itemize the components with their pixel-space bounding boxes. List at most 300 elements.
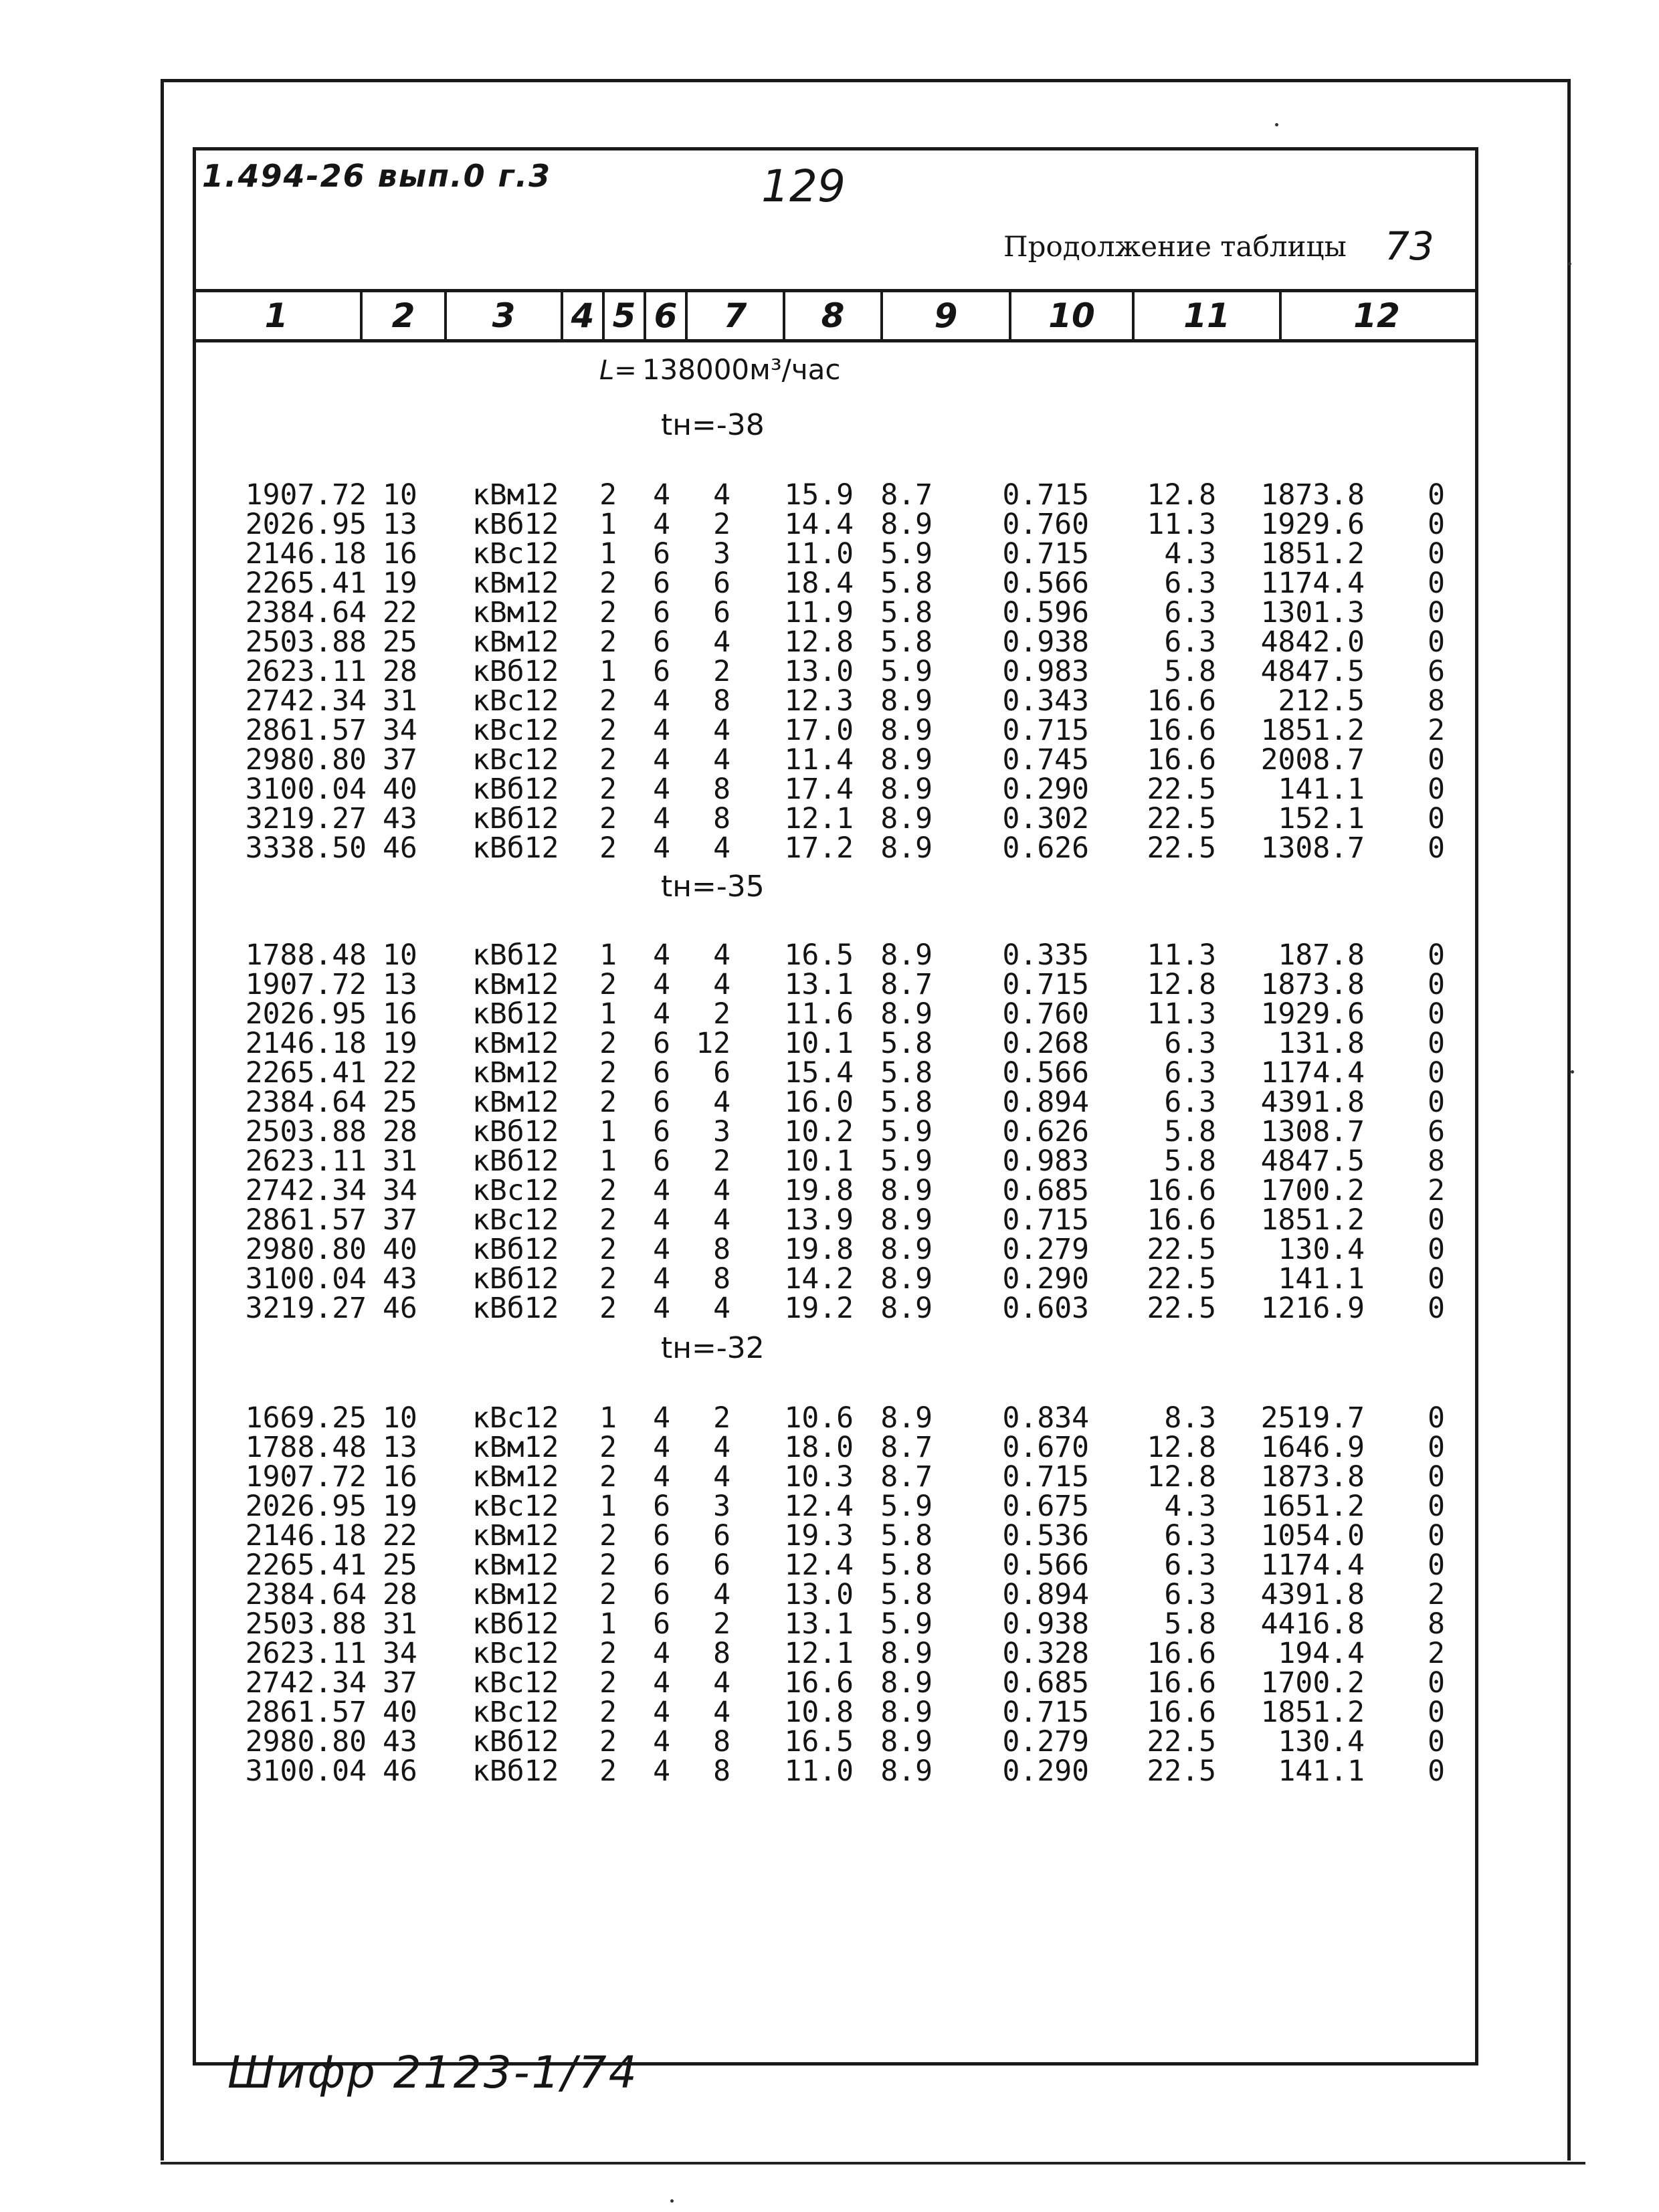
table-row xyxy=(0,1205,1659,1235)
doc-code: 1.494-26 вып.0 г.3 xyxy=(202,158,552,194)
col-length: 40 xyxy=(383,1233,417,1266)
col-n-units: 4 xyxy=(653,1174,670,1207)
col-n-passes: 4 xyxy=(713,1696,730,1729)
col-velocity: 1669.25 xyxy=(245,1401,367,1435)
col-n-units: 6 xyxy=(653,655,670,688)
col-ratio: 0.983 xyxy=(1002,655,1089,688)
table-row xyxy=(0,833,1659,863)
col-value-7: 13.1 xyxy=(784,968,854,1001)
col-value-10: 16.6 xyxy=(1147,1666,1216,1700)
col-velocity: 2265.41 xyxy=(245,1548,367,1582)
col-value-7: 12.4 xyxy=(784,1490,854,1523)
col-heater-type: кВб12 xyxy=(472,938,559,972)
col-n-units: 6 xyxy=(653,596,670,629)
table-row xyxy=(0,775,1659,804)
flow-symbol: L= xyxy=(599,355,637,386)
col-value-12: 0 xyxy=(1428,1431,1445,1464)
col-n-rows: 2 xyxy=(599,1460,617,1494)
col-value-10: 16.6 xyxy=(1147,743,1216,777)
table-row xyxy=(0,716,1659,745)
col-n-rows: 2 xyxy=(599,596,617,629)
col-velocity: 2980.80 xyxy=(245,743,367,777)
col-value-12: 0 xyxy=(1428,773,1445,806)
col-heater-type: кВб12 xyxy=(472,1607,559,1641)
col-length: 25 xyxy=(383,625,417,659)
col-velocity: 1907.72 xyxy=(245,478,367,512)
col-value-11: 194.4 xyxy=(1278,1637,1365,1670)
table-row xyxy=(0,1029,1659,1058)
section-title: tн=-32 xyxy=(661,1331,765,1365)
col-value-12: 0 xyxy=(1428,743,1445,777)
col-length: 40 xyxy=(383,773,417,806)
col-value-10: 22.5 xyxy=(1147,1262,1216,1296)
col-value-7: 18.0 xyxy=(784,1431,854,1464)
col-value-11: 1700.2 xyxy=(1260,1174,1365,1207)
col-velocity: 3338.50 xyxy=(245,831,367,865)
column-number: 6 xyxy=(644,292,685,339)
col-value-7: 16.5 xyxy=(784,938,854,972)
col-length: 16 xyxy=(383,997,417,1031)
col-ratio: 0.685 xyxy=(1002,1174,1089,1207)
flow-value: 138000м³/час xyxy=(642,353,841,386)
table-row xyxy=(0,627,1659,657)
col-value-7: 12.1 xyxy=(784,1637,854,1670)
col-value-10: 4.3 xyxy=(1164,537,1216,571)
table-row xyxy=(0,1580,1659,1609)
col-value-10: 22.5 xyxy=(1147,1233,1216,1266)
col-n-rows: 2 xyxy=(599,478,617,512)
col-value-7: 19.3 xyxy=(784,1519,854,1552)
col-value-12: 0 xyxy=(1428,1086,1445,1119)
table-row xyxy=(0,686,1659,716)
col-value-11: 1651.2 xyxy=(1260,1490,1365,1523)
col-value-10: 22.5 xyxy=(1147,1754,1216,1788)
col-n-units: 6 xyxy=(653,1607,670,1641)
col-ratio: 0.290 xyxy=(1002,1262,1089,1296)
col-velocity: 2980.80 xyxy=(245,1233,367,1266)
col-ratio: 0.566 xyxy=(1002,1548,1089,1582)
col-value-10: 11.3 xyxy=(1147,508,1216,541)
col-value-12: 2 xyxy=(1428,1637,1445,1670)
col-value-7: 15.4 xyxy=(784,1056,854,1090)
col-heater-type: кВб12 xyxy=(472,1262,559,1296)
col-ratio: 0.715 xyxy=(1002,478,1089,512)
col-value-8: 5.8 xyxy=(880,1578,933,1611)
col-value-8: 8.9 xyxy=(880,1637,933,1670)
col-ratio: 0.268 xyxy=(1002,1027,1089,1060)
col-value-10: 8.3 xyxy=(1164,1401,1216,1435)
col-n-units: 6 xyxy=(653,1086,670,1119)
col-value-8: 5.8 xyxy=(880,1027,933,1060)
col-value-12: 6 xyxy=(1428,1115,1445,1148)
col-n-units: 6 xyxy=(653,1548,670,1582)
col-length: 43 xyxy=(383,802,417,835)
col-ratio: 0.335 xyxy=(1002,938,1089,972)
col-heater-type: кВм12 xyxy=(472,1431,559,1464)
col-length: 13 xyxy=(383,1431,417,1464)
col-value-12: 0 xyxy=(1428,1401,1445,1435)
col-value-12: 0 xyxy=(1428,1696,1445,1729)
col-value-8: 5.8 xyxy=(880,1548,933,1582)
col-value-7: 17.2 xyxy=(784,831,854,865)
col-n-rows: 1 xyxy=(599,1144,617,1178)
table-row xyxy=(0,1698,1659,1727)
col-n-units: 4 xyxy=(653,1637,670,1670)
col-length: 46 xyxy=(383,1754,417,1788)
col-n-passes: 2 xyxy=(713,1401,730,1435)
col-ratio: 0.302 xyxy=(1002,802,1089,835)
col-value-10: 5.8 xyxy=(1164,1607,1216,1641)
col-value-7: 11.4 xyxy=(784,743,854,777)
col-n-rows: 2 xyxy=(599,1431,617,1464)
col-n-units: 6 xyxy=(653,1578,670,1611)
col-value-8: 8.9 xyxy=(880,997,933,1031)
table-row xyxy=(0,1433,1659,1462)
table-row xyxy=(0,1294,1659,1323)
col-value-11: 1054.0 xyxy=(1260,1519,1365,1552)
col-heater-type: кВс12 xyxy=(472,1401,559,1435)
col-n-passes: 12 xyxy=(696,1027,730,1060)
col-ratio: 0.328 xyxy=(1002,1637,1089,1670)
col-n-rows: 2 xyxy=(599,1262,617,1296)
col-value-10: 6.3 xyxy=(1164,625,1216,659)
col-value-12: 0 xyxy=(1428,567,1445,600)
col-velocity: 3100.04 xyxy=(245,1754,367,1788)
col-heater-type: кВм12 xyxy=(472,1027,559,1060)
col-heater-type: кВм12 xyxy=(472,1578,559,1611)
col-n-rows: 2 xyxy=(599,684,617,718)
col-heater-type: кВм12 xyxy=(472,968,559,1001)
col-value-8: 8.9 xyxy=(880,714,933,747)
col-velocity: 2146.18 xyxy=(245,1519,367,1552)
col-n-units: 4 xyxy=(653,1431,670,1464)
column-number-header xyxy=(193,289,1478,342)
col-ratio: 0.983 xyxy=(1002,1144,1089,1178)
col-value-11: 1646.9 xyxy=(1260,1431,1365,1464)
col-value-11: 1174.4 xyxy=(1260,1056,1365,1090)
col-length: 37 xyxy=(383,1203,417,1237)
col-n-passes: 8 xyxy=(713,1233,730,1266)
col-ratio: 0.745 xyxy=(1002,743,1089,777)
table-row xyxy=(0,1550,1659,1580)
col-n-rows: 1 xyxy=(599,938,617,972)
table-row xyxy=(0,1146,1659,1176)
col-n-passes: 4 xyxy=(713,625,730,659)
col-n-rows: 2 xyxy=(599,1754,617,1788)
col-heater-type: кВб12 xyxy=(472,831,559,865)
section-title: tн=-35 xyxy=(661,870,765,904)
col-length: 19 xyxy=(383,1490,417,1523)
col-velocity: 2861.57 xyxy=(245,1203,367,1237)
col-value-8: 8.9 xyxy=(880,773,933,806)
col-n-rows: 1 xyxy=(599,997,617,1031)
col-heater-type: кВс12 xyxy=(472,1203,559,1237)
col-n-units: 4 xyxy=(653,508,670,541)
col-heater-type: кВб12 xyxy=(472,508,559,541)
col-velocity: 2503.88 xyxy=(245,625,367,659)
col-value-8: 8.9 xyxy=(880,1754,933,1788)
table-row xyxy=(0,1756,1659,1786)
col-velocity: 2146.18 xyxy=(245,537,367,571)
col-n-passes: 4 xyxy=(713,938,730,972)
bottom-rule xyxy=(161,2162,1585,2165)
col-value-8: 8.7 xyxy=(880,1460,933,1494)
col-ratio: 0.596 xyxy=(1002,596,1089,629)
col-value-11: 1308.7 xyxy=(1260,1115,1365,1148)
col-value-7: 10.2 xyxy=(784,1115,854,1148)
col-value-10: 11.3 xyxy=(1147,997,1216,1031)
col-n-rows: 2 xyxy=(599,1086,617,1119)
col-ratio: 0.760 xyxy=(1002,508,1089,541)
column-number: 1 xyxy=(264,296,288,335)
col-length: 16 xyxy=(383,1460,417,1494)
col-length: 19 xyxy=(383,1027,417,1060)
col-value-10: 6.3 xyxy=(1164,1027,1216,1060)
col-length: 22 xyxy=(383,1519,417,1552)
col-heater-type: кВм12 xyxy=(472,596,559,629)
col-value-7: 13.0 xyxy=(784,655,854,688)
col-n-passes: 4 xyxy=(713,1292,730,1325)
col-n-units: 6 xyxy=(653,625,670,659)
col-value-8: 8.9 xyxy=(880,1696,933,1729)
col-heater-type: кВм12 xyxy=(472,625,559,659)
col-n-rows: 2 xyxy=(599,567,617,600)
col-value-11: 4391.8 xyxy=(1260,1086,1365,1119)
col-velocity: 2026.95 xyxy=(245,1490,367,1523)
table-row xyxy=(0,1264,1659,1294)
col-value-7: 16.6 xyxy=(784,1666,854,1700)
col-value-7: 12.4 xyxy=(784,1548,854,1582)
col-velocity: 2861.57 xyxy=(245,714,367,747)
col-heater-type: кВб12 xyxy=(472,1115,559,1148)
col-value-12: 0 xyxy=(1428,508,1445,541)
col-n-passes: 3 xyxy=(713,537,730,571)
col-ratio: 0.760 xyxy=(1002,997,1089,1031)
col-n-units: 6 xyxy=(653,1519,670,1552)
col-value-12: 0 xyxy=(1428,1519,1445,1552)
col-n-rows: 1 xyxy=(599,1607,617,1641)
col-value-10: 6.3 xyxy=(1164,1519,1216,1552)
col-ratio: 0.626 xyxy=(1002,831,1089,865)
col-ratio: 0.894 xyxy=(1002,1086,1089,1119)
col-heater-type: кВб12 xyxy=(472,1754,559,1788)
col-n-passes: 4 xyxy=(713,1460,730,1494)
col-value-10: 5.8 xyxy=(1164,1115,1216,1148)
col-value-11: 1174.4 xyxy=(1260,567,1365,600)
col-value-8: 8.9 xyxy=(880,831,933,865)
col-value-7: 16.0 xyxy=(784,1086,854,1119)
col-n-units: 4 xyxy=(653,1666,670,1700)
table-row xyxy=(0,1727,1659,1756)
col-value-12: 0 xyxy=(1428,831,1445,865)
col-value-12: 0 xyxy=(1428,1754,1445,1788)
table-row xyxy=(0,1462,1659,1492)
col-value-11: 1929.6 xyxy=(1260,508,1365,541)
col-value-12: 0 xyxy=(1428,537,1445,571)
col-heater-type: кВм12 xyxy=(472,1548,559,1582)
col-value-10: 12.8 xyxy=(1147,478,1216,512)
col-heater-type: кВб12 xyxy=(472,1144,559,1178)
col-velocity: 2742.34 xyxy=(245,1174,367,1207)
col-n-passes: 6 xyxy=(713,567,730,600)
col-n-rows: 2 xyxy=(599,1578,617,1611)
col-value-7: 19.8 xyxy=(784,1233,854,1266)
col-n-passes: 8 xyxy=(713,1725,730,1758)
col-velocity: 2623.11 xyxy=(245,1637,367,1670)
col-heater-type: кВб12 xyxy=(472,1292,559,1325)
col-value-8: 8.9 xyxy=(880,938,933,972)
col-value-11: 187.8 xyxy=(1278,938,1365,972)
col-n-rows: 1 xyxy=(599,655,617,688)
col-velocity: 1788.48 xyxy=(245,938,367,972)
col-value-12: 6 xyxy=(1428,655,1445,688)
col-value-12: 2 xyxy=(1428,714,1445,747)
col-value-10: 16.6 xyxy=(1147,684,1216,718)
col-heater-type: кВб12 xyxy=(472,1725,559,1758)
table-row xyxy=(0,999,1659,1029)
continuation-label: Продолжение таблицы xyxy=(1003,230,1347,263)
col-value-10: 11.3 xyxy=(1147,938,1216,972)
col-value-10: 6.3 xyxy=(1164,1578,1216,1611)
col-length: 10 xyxy=(383,938,417,972)
col-value-10: 22.5 xyxy=(1147,1292,1216,1325)
col-value-12: 0 xyxy=(1428,1233,1445,1266)
col-ratio: 0.670 xyxy=(1002,1431,1089,1464)
col-n-units: 6 xyxy=(653,1056,670,1090)
col-velocity: 2742.34 xyxy=(245,1666,367,1700)
col-n-passes: 4 xyxy=(713,831,730,865)
table-row xyxy=(0,1639,1659,1668)
col-n-rows: 2 xyxy=(599,1725,617,1758)
col-value-10: 16.6 xyxy=(1147,1696,1216,1729)
col-n-rows: 2 xyxy=(599,1292,617,1325)
col-ratio: 0.938 xyxy=(1002,1607,1089,1641)
col-n-passes: 2 xyxy=(713,508,730,541)
air-flow-label xyxy=(599,353,840,386)
col-value-7: 17.0 xyxy=(784,714,854,747)
col-n-units: 4 xyxy=(653,802,670,835)
col-value-7: 10.8 xyxy=(784,1696,854,1729)
column-number: 10 xyxy=(1009,292,1132,339)
col-heater-type: кВс12 xyxy=(472,743,559,777)
col-value-10: 16.6 xyxy=(1147,714,1216,747)
col-value-11: 1216.9 xyxy=(1260,1292,1365,1325)
col-value-12: 0 xyxy=(1428,1548,1445,1582)
col-velocity: 2026.95 xyxy=(245,997,367,1031)
table-row xyxy=(0,569,1659,598)
col-velocity: 2146.18 xyxy=(245,1027,367,1060)
col-value-8: 8.9 xyxy=(880,1262,933,1296)
col-value-7: 14.2 xyxy=(784,1262,854,1296)
table-row xyxy=(0,1492,1659,1521)
col-value-11: 141.1 xyxy=(1278,773,1365,806)
col-ratio: 0.685 xyxy=(1002,1666,1089,1700)
col-length: 10 xyxy=(383,1401,417,1435)
col-n-passes: 2 xyxy=(713,1607,730,1641)
col-length: 13 xyxy=(383,968,417,1001)
col-value-11: 4842.0 xyxy=(1260,625,1365,659)
col-value-8: 5.9 xyxy=(880,1490,933,1523)
col-n-passes: 4 xyxy=(713,1431,730,1464)
col-n-passes: 4 xyxy=(713,1666,730,1700)
col-heater-type: кВб12 xyxy=(472,997,559,1031)
col-n-units: 6 xyxy=(653,567,670,600)
col-n-passes: 8 xyxy=(713,773,730,806)
col-heater-type: кВм12 xyxy=(472,1519,559,1552)
col-value-7: 13.0 xyxy=(784,1578,854,1611)
col-heater-type: кВм12 xyxy=(472,567,559,600)
col-n-rows: 2 xyxy=(599,968,617,1001)
col-value-12: 0 xyxy=(1428,625,1445,659)
col-value-7: 19.8 xyxy=(784,1174,854,1207)
col-value-11: 130.4 xyxy=(1278,1725,1365,1758)
col-ratio: 0.343 xyxy=(1002,684,1089,718)
col-value-12: 0 xyxy=(1428,802,1445,835)
col-ratio: 0.290 xyxy=(1002,1754,1089,1788)
col-ratio: 0.279 xyxy=(1002,1725,1089,1758)
col-value-11: 1851.2 xyxy=(1260,714,1365,747)
col-n-rows: 2 xyxy=(599,1519,617,1552)
col-n-passes: 2 xyxy=(713,997,730,1031)
col-length: 22 xyxy=(383,596,417,629)
col-heater-type: кВм12 xyxy=(472,1056,559,1090)
col-value-7: 12.8 xyxy=(784,625,854,659)
col-value-10: 4.3 xyxy=(1164,1490,1216,1523)
col-length: 28 xyxy=(383,1578,417,1611)
col-heater-type: кВс12 xyxy=(472,537,559,571)
col-value-8: 5.8 xyxy=(880,1056,933,1090)
col-n-rows: 1 xyxy=(599,537,617,571)
col-value-7: 15.9 xyxy=(784,478,854,512)
col-n-units: 4 xyxy=(653,714,670,747)
col-value-11: 4416.8 xyxy=(1260,1607,1365,1641)
col-value-12: 8 xyxy=(1428,1144,1445,1178)
col-n-units: 6 xyxy=(653,1144,670,1178)
col-length: 34 xyxy=(383,1637,417,1670)
col-value-8: 8.9 xyxy=(880,508,933,541)
col-value-8: 5.9 xyxy=(880,1115,933,1148)
col-value-8: 8.7 xyxy=(880,1431,933,1464)
col-value-10: 16.6 xyxy=(1147,1203,1216,1237)
col-value-10: 16.6 xyxy=(1147,1174,1216,1207)
table-row xyxy=(0,1668,1659,1698)
col-n-units: 4 xyxy=(653,997,670,1031)
col-n-passes: 4 xyxy=(713,1578,730,1611)
column-number: 2 xyxy=(360,292,444,339)
col-value-8: 8.9 xyxy=(880,1725,933,1758)
col-value-10: 22.5 xyxy=(1147,1725,1216,1758)
col-n-rows: 1 xyxy=(599,508,617,541)
col-heater-type: кВб12 xyxy=(472,1233,559,1266)
scan-speck xyxy=(670,2199,674,2203)
col-n-rows: 2 xyxy=(599,1174,617,1207)
col-ratio: 0.715 xyxy=(1002,1203,1089,1237)
col-ratio: 0.715 xyxy=(1002,714,1089,747)
col-value-7: 12.3 xyxy=(784,684,854,718)
col-value-12: 0 xyxy=(1428,1666,1445,1700)
col-n-units: 4 xyxy=(653,743,670,777)
col-n-units: 4 xyxy=(653,1292,670,1325)
col-n-units: 4 xyxy=(653,1725,670,1758)
col-value-10: 22.5 xyxy=(1147,773,1216,806)
col-value-7: 13.1 xyxy=(784,1607,854,1641)
scan-speck xyxy=(1275,123,1278,126)
col-value-11: 2008.7 xyxy=(1260,743,1365,777)
col-n-units: 4 xyxy=(653,684,670,718)
col-n-units: 4 xyxy=(653,478,670,512)
col-n-rows: 2 xyxy=(599,773,617,806)
col-value-8: 5.9 xyxy=(880,1144,933,1178)
